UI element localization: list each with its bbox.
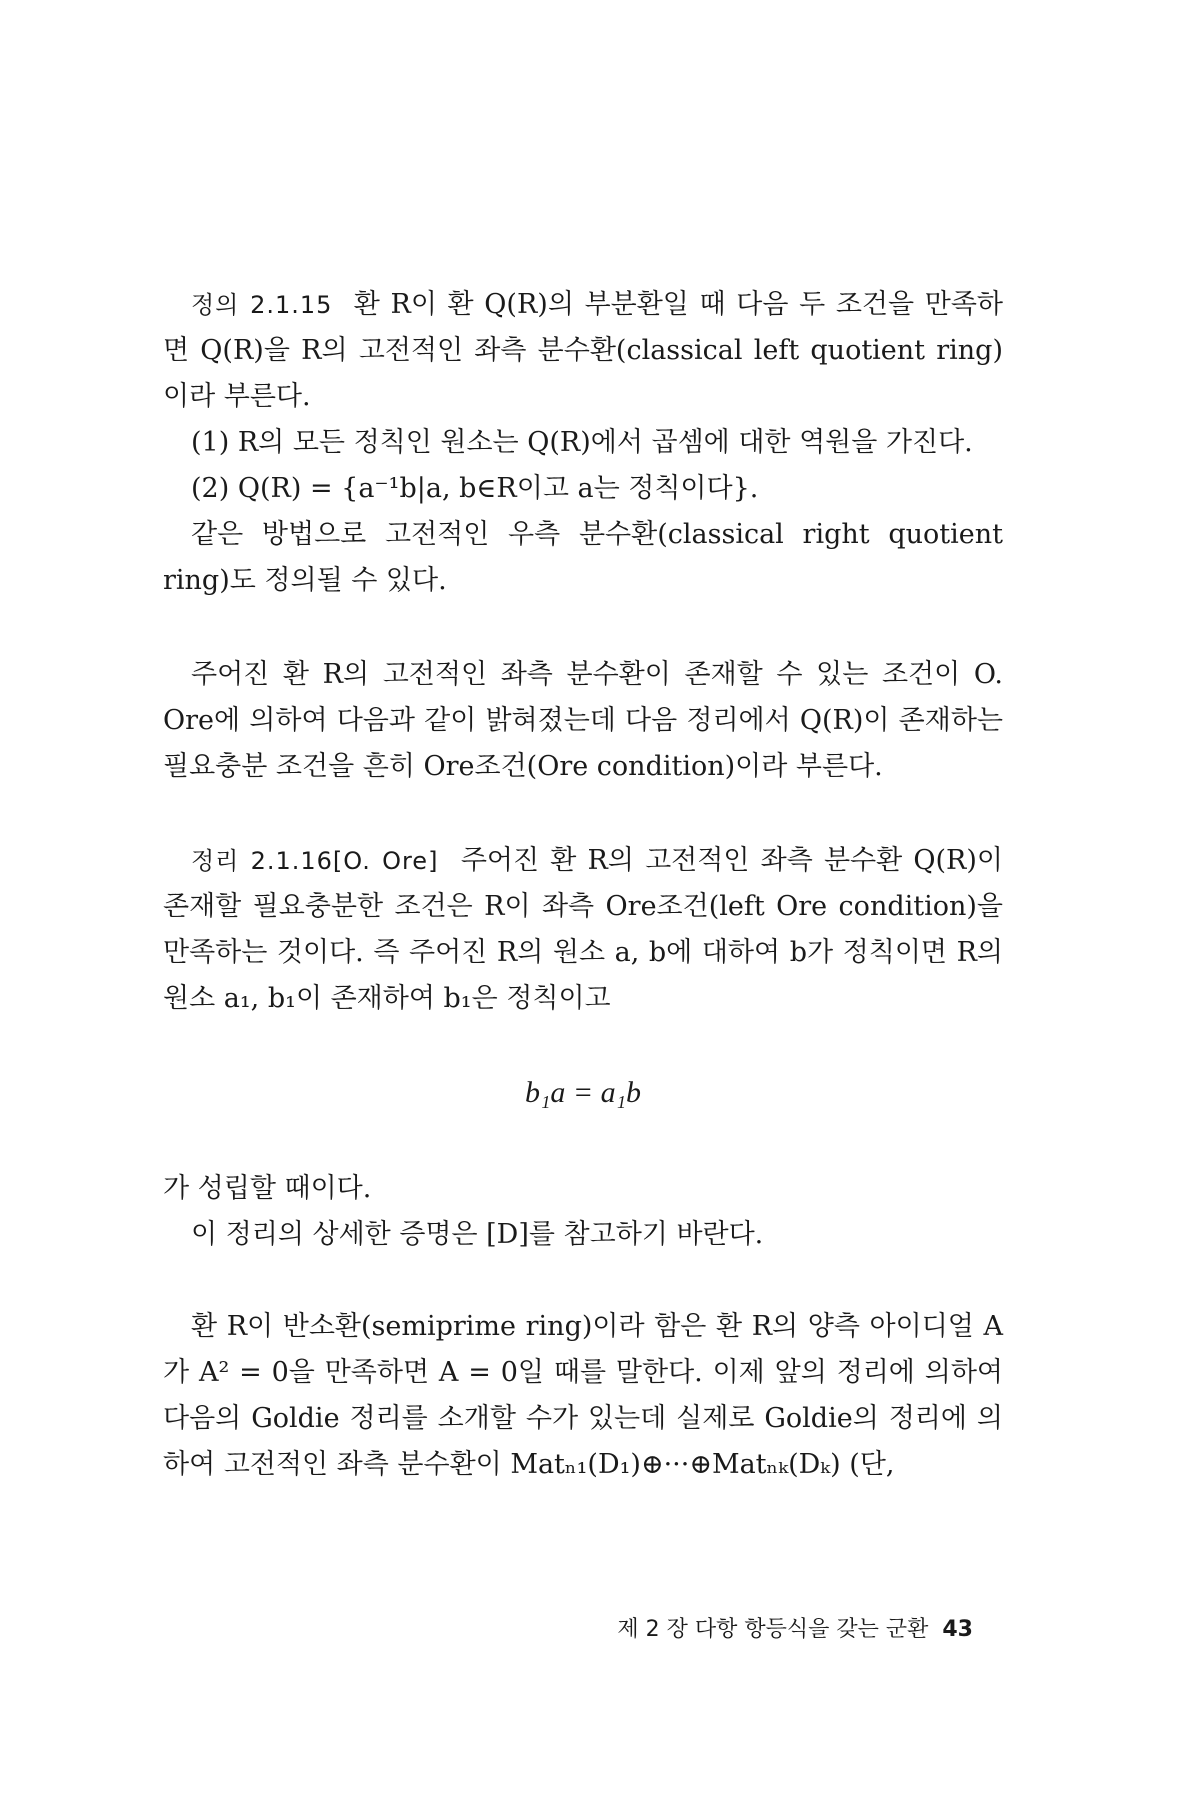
definition-note: 같은 방법으로 고전적인 우측 분수환(classical right quotient ring)도 정의될 수 있다. (163, 519, 1003, 596)
chapter-title: 제 2 장 다항 항등식을 갖는 군환 (617, 1617, 929, 1642)
theorem-text: 주어진 환 R의 고전적인 좌측 분수환 Q(R)이 존재할 필요충분한 조건은 R이 좌측 Ore조건(left Ore condition)을 만족하는 것이다. 즉 주어진 R의 원소 a, b에 대하여 b가 정칙이면 R의 원소 a₁, b₁이 존재하여 b₁은 정칙이고 (163, 845, 1003, 1014)
theorem-block (163, 838, 1003, 1022)
page-number: 43 (942, 1617, 973, 1642)
ore-paragraph: 주어진 환 R의 고전적인 좌측 분수환이 존재할 수 있는 조건이 O. Ore에 의하여 다음과 같이 밝혀졌는데 다음 정리에서 Q(R)이 존재하는 필요충분 조건을 흔히 Ore조건(Ore condition)이라 부른다. (163, 659, 1003, 782)
spacer (163, 790, 1003, 838)
theorem-label: 정리 2.1.16[O. Ore] (191, 847, 439, 875)
spacer (163, 604, 1003, 652)
definition-item-2: (2) Q(R) = {a⁻¹b|a, b∈R이고 a는 정칙이다}. (191, 473, 759, 504)
page-body (163, 282, 1003, 1488)
goldie-paragraph: 환 R이 반소환(semiprime ring)이라 함은 환 R의 양측 아이디얼 A가 A² = 0을 만족하면 A = 0일 때를 말한다. 이제 앞의 정리에 의하여 다음의 Goldie 정리를 소개할 수가 있는데 실제로 Goldie의 정리에 의하여 고전적인 좌측 분수환이 Matₙ₁(D₁)⊕···⊕Matₙₖ(Dₖ) (단, (163, 1311, 1003, 1480)
equation: b₁a = a₁b (524, 1076, 642, 1109)
page-footer (163, 1612, 973, 1643)
definition-block (163, 282, 1003, 420)
definition-label: 정의 2.1.15 (191, 291, 333, 319)
definition-item-1: (1) R의 모든 정칙인 원소는 Q(R)에서 곱셈에 대한 역원을 가진다. (191, 427, 973, 458)
definition-text: 환 R이 환 Q(R)의 부분환일 때 다음 두 조건을 만족하면 Q(R)을 R의 고전적인 좌측 분수환(classical left quotient ring)이라 부른다. (163, 289, 1003, 412)
proof-reference: 이 정리의 상세한 증명은 [D]를 참고하기 바란다. (191, 1219, 764, 1250)
theorem-after: 가 성립할 때이다. (163, 1173, 372, 1204)
spacer (163, 1258, 1003, 1304)
